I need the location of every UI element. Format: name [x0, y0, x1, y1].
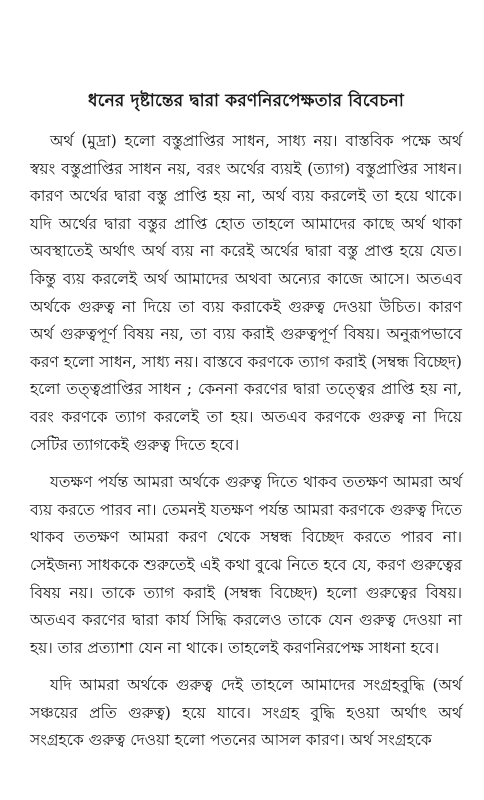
- paragraph-3: যদি আমরা অর্থকে গুরুত্ব দেই তাহলে আমাদের সংগ্রহবুদ্ধি (অর্থ সঞ্চয়ের প্রতি গুরুত্ব) হয়ে যাবে। সংগ্রহ বুদ্ধি হওয়া অর্থাৎ অর্থ সংগ্রহকে গুরুত্ব দেওয়া হলো পতনের আসল কারণ। অর্থ সংগ্রহকে: [30, 676, 462, 750]
- paragraph-2: যতক্ষণ পর্যন্ত আমরা অর্থকে গুরুত্ব দিতে থাকব ততক্ষণ আমরা অর্থ ব্যয় করতে পারব না। তেমনই যতক্ষণ পর্যন্ত আমরা করণকে গুরুত্ব দিতে থাকব ততক্ষণ আমরা করণ থেকে সম্বন্ধ বিচ্ছেদ করতে পারব না। সেইজন্য সাধককে শুরুতেই এই কথা বুঝে নিতে হবে যে, করণ গুরুত্বের বিষয় নয়। তাকে ত্যাগ করাই (সম্বন্ধ বিচ্ছেদ) হলো গুরুত্বের বিষয়। অতএব করণের দ্বারা কার্য সিদ্ধি করলেও তাকে যেন গুরুত্ব দেওয়া না হয়। তার প্রত্যাশা যেন না থাকে। তাহলেই করণনিরপেক্ষ সাধনা হবে।: [30, 473, 462, 657]
- chapter-title: ধনের দৃষ্টান্তের দ্বারা করণনিরপেক্ষতার বিবেচনা: [88, 91, 404, 111]
- paragraph-1: অর্থ (মুদ্রা) হলো বস্তুপ্রাপ্তির সাধন, সাধ্য নয়। বাস্তবিক পক্ষে অর্থ স্বয়ং বস্তুপ্রাপ্তির সাধন নয়, বরং অর্থের ব্যয়ই (ত্যাগ) বস্তুপ্রাপ্তির সাধন। কারণ অর্থের দ্বারা বস্তু প্রাপ্তি হয় না, অর্থ ব্যয় করলেই তা হয়ে থাকে। যদি অর্থের দ্বারা বস্তুর প্রাপ্তি হোত তাহলে আমাদের কাছে অর্থ থাকা অবস্থাতেই অর্থাৎ অর্থ ব্যয় না করেই অর্থের দ্বারা বস্তু প্রাপ্ত হয়ে যেত। কিন্তু ব্যয় করলেই অর্থ আমাদের অথবা অন্যের কাজে আসে। অতএব অর্থকে গুরুত্ব না দিয়ে তা ব্যয় করাকেই গুরুত্ব দেওয়া উচিত। কারণ অর্থ গুরুত্বপূর্ণ বিষয় নয়, তা ব্যয় করাই গুরুত্বপূর্ণ বিষয়। অনুরূপভাবে করণ হলো সাধন, সাধ্য নয়। বাস্তবে করণকে ত্যাগ করাই (সম্বন্ধ বিচ্ছেদ) হলো তত্ত্বপ্রাপ্তির সাধন ; কেননা করণের দ্বারা তত্ত্বের প্রাপ্তি হয় না, বরং করণকে ত্যাগ করলেই তা হয়। অতএব করণকে গুরুত্ব না দিয়ে সেটির ত্যাগকেই গুরুত্ব দিতে হবে।: [30, 132, 462, 454]
